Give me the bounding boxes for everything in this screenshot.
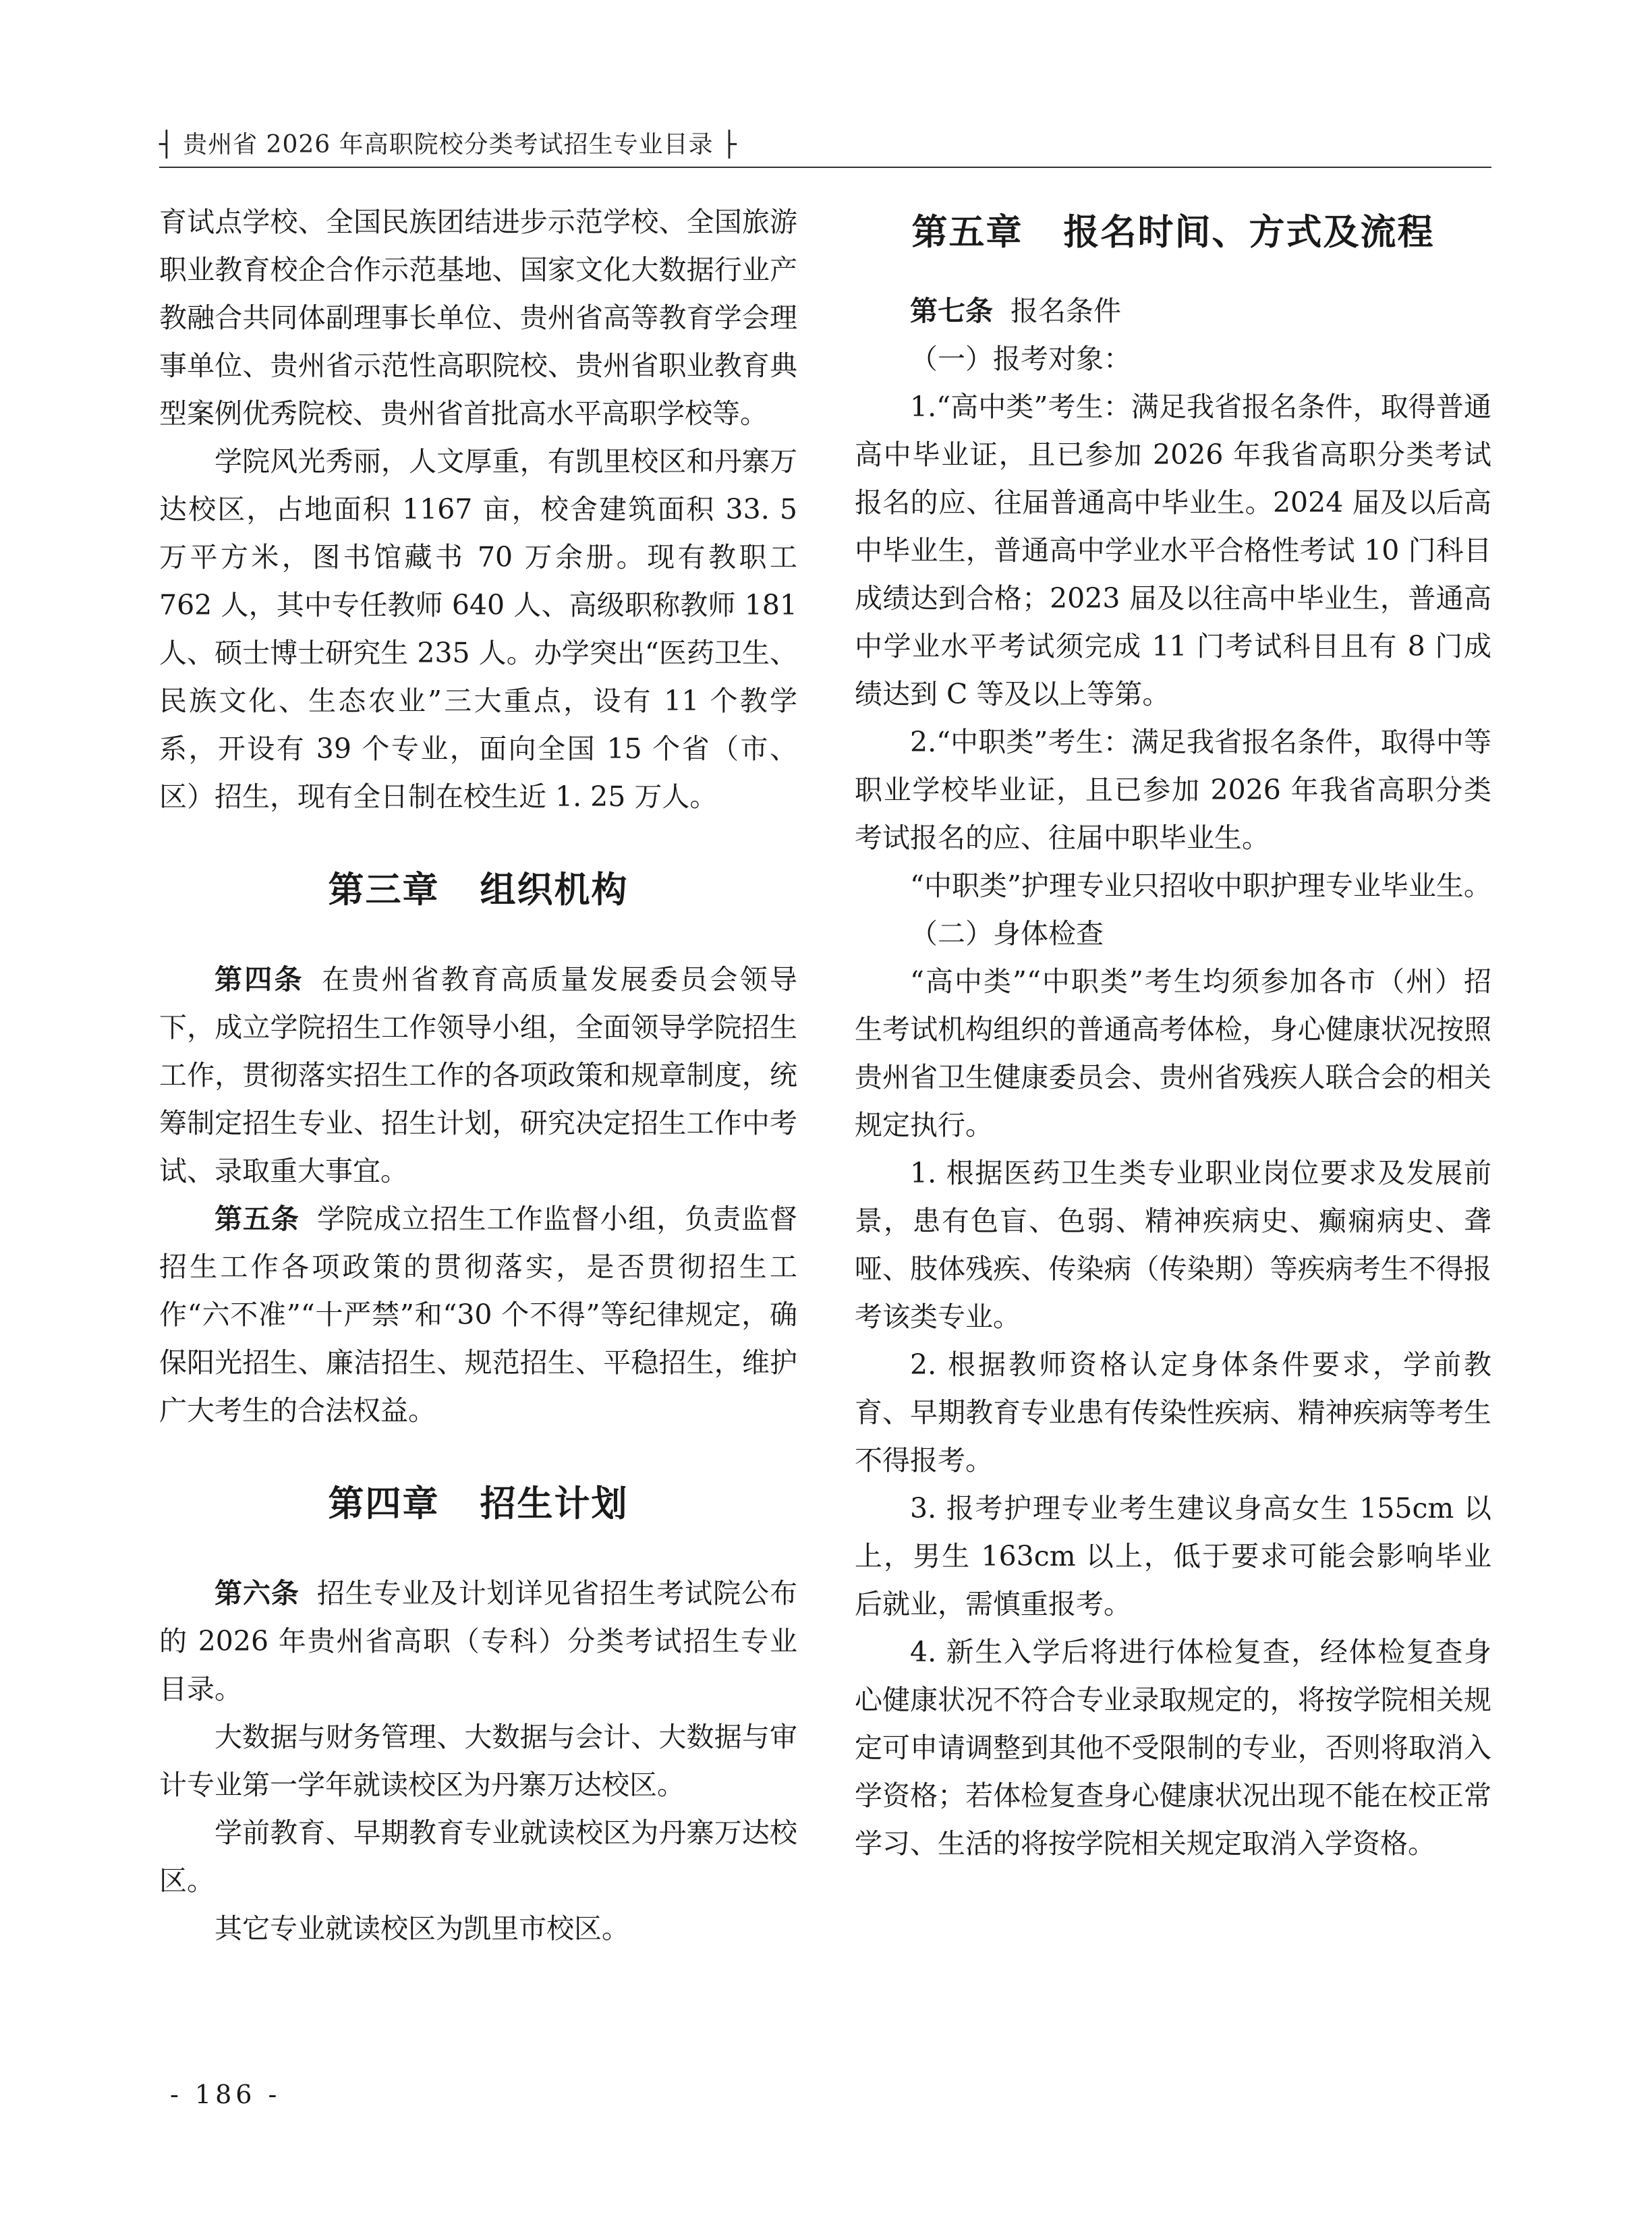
article-4-text: 在贵州省教育高质量发展委员会领导下，成立学院招生工作领导小组，全面领导学院招生工作，贯彻落实招生工作的各项政策和规章制度，统筹制定招生专业、招生计划，研究决定招生工作中考试、录取重大事宜。 [159,963,798,1187]
bigdata-campus-paragraph: 大数据与财务管理、大数据与会计、大数据与审计专业第一学年就读校区为丹寨万达校区。 [159,1721,797,1801]
article-4 [159,956,797,1195]
health-item-3: 3. 报考护理专业考生建议身高女生 155cm 以上，男生 163cm 以上，低于要求可能会影响毕业后就业，需慎重报考。 [855,1492,1491,1620]
intro-paragraph-2: 学院风光秀丽，人文厚重，有凯里校区和丹寨万达校区，占地面积 1167 亩，校舍建筑面积 33. 5 万平方米，图书馆藏书 70 万余册。现有教职工 762 人，其中专任教师 640 人、高级职称教师 181 人、硕士博士研究生 235 人。办学突出“医药卫生、民族文化、生态农业”三大重点，设有 11 个教学系，开设有 39 个专业，面向全国 15 个省（市、区）招生，现有全日制在校生近 1. 25 万人。 [159,445,797,813]
article-7-label: 第七条 [910,295,993,327]
article-7 [855,287,1491,335]
right-column [855,198,1491,1868]
header-divider [159,167,1491,168]
chapter-4-number: 第四章 [328,1483,440,1524]
item-2-vocational: 2.“中职类”考生：满足我省报名条件，取得中等职业学校毕业证，且已参加 2026 年我省高职分类考试报名的应、往届中职毕业生。 [855,726,1491,854]
article-6-text: 招生专业及计划详见省招生考试院公布的 2026 年贵州省高职（专科）分类考试招生专业目录。 [159,1577,797,1705]
other-campus-paragraph: 其它专业就读校区为凯里市校区。 [215,1912,629,1945]
subsection-1-heading: （一）报考对象： [910,343,1131,375]
article-5-text: 学院成立招生工作监督小组，负责监督招生工作各项政策的贯彻落实，是否贯彻招生工作“六不准”“十严禁”和“30 个不得”等纪律规定，确保阳光招生、廉洁招生、规范招生、平稳招生，维护广大考生的合法权益。 [159,1203,797,1427]
chapter-4-title: 招生计划 [480,1483,629,1524]
article-5 [159,1195,797,1435]
chapter-5-title: 报名时间、方式及流程 [1063,212,1435,253]
item-1-high-school: 1.“高中类”考生：满足我省报名条件，取得普通高中毕业证，且已参加 2026 年我省高职分类考试报名的应、往届普通高中毕业生。2024 届及以后高中毕业生，普通高中学业水平合格性考试 10 门科目成绩达到合格；2023 届及以往高中毕业生，普通高中学业水平考试须完成 11 门考试科目且有 8 门成绩达到 C 等及以上等第。 [855,391,1491,710]
health-item-1: 1. 根据医药卫生类专业职业岗位要求及发展前景，患有色盲、色弱、精神疾病史、癫痫病史、聋哑、肢体残疾、传染病（传染期）等疾病考生不得报考该类专业。 [855,1157,1491,1333]
running-header: ┤ 贵州省 2026 年高职院校分类考试招生专业目录 ├ [159,131,737,159]
preschool-campus-paragraph: 学前教育、早期教育专业就读校区为丹寨万达校区。 [159,1817,797,1897]
article-6 [159,1570,797,1713]
health-check-paragraph: “高中类”“中职类”考生均须参加各市（州）招生考试机构组织的普通高考体检，身心健康状况按照贵州省卫生健康委员会、贵州省残疾人联合会的相关规定执行。 [855,965,1491,1141]
item-2-nursing-note: “中职类”护理专业只招收中职护理专业毕业生。 [910,869,1491,902]
page-number: - 186 - [170,2080,281,2109]
article-5-label: 第五条 [215,1203,300,1235]
chapter-3-heading [159,861,797,913]
health-item-4: 4. 新生入学后将进行体检复查，经体检复查身心健康状况不符合专业录取规定的，将按学院相关规定可申请调整到其他不受限制的专业，否则将取消入学资格；若体检复查身心健康状况出现不能在校正常学习、生活的将按学院相关规定取消入学资格。 [855,1636,1491,1860]
chapter-4-heading [159,1475,797,1526]
chapter-3-number: 第三章 [328,869,440,911]
intro-paragraph-1: 育试点学校、全国民族团结进步示范学校、全国旅游职业教育校企合作示范基地、国家文化大数据行业产教融合共同体副理事长单位、贵州省高等教育学会理事单位、贵州省示范性高职院校、贵州省职业教育典型案例优秀院校、贵州省首批高水平高职学校等。 [159,206,797,430]
health-item-2: 2. 根据教师资格认定身体条件要求，学前教育、早期教育专业患有传染性疾病、精神疾病等考生不得报考。 [855,1348,1491,1477]
article-6-label: 第六条 [215,1577,300,1609]
chapter-5-heading [855,204,1491,255]
chapter-3-title: 组织机构 [480,869,629,911]
chapter-5-number: 第五章 [911,212,1023,253]
article-4-label: 第四条 [215,963,304,996]
left-column [159,198,797,1953]
article-7-text: 报名条件 [1010,295,1121,327]
subsection-2-heading: （二）身体检查 [910,917,1104,950]
